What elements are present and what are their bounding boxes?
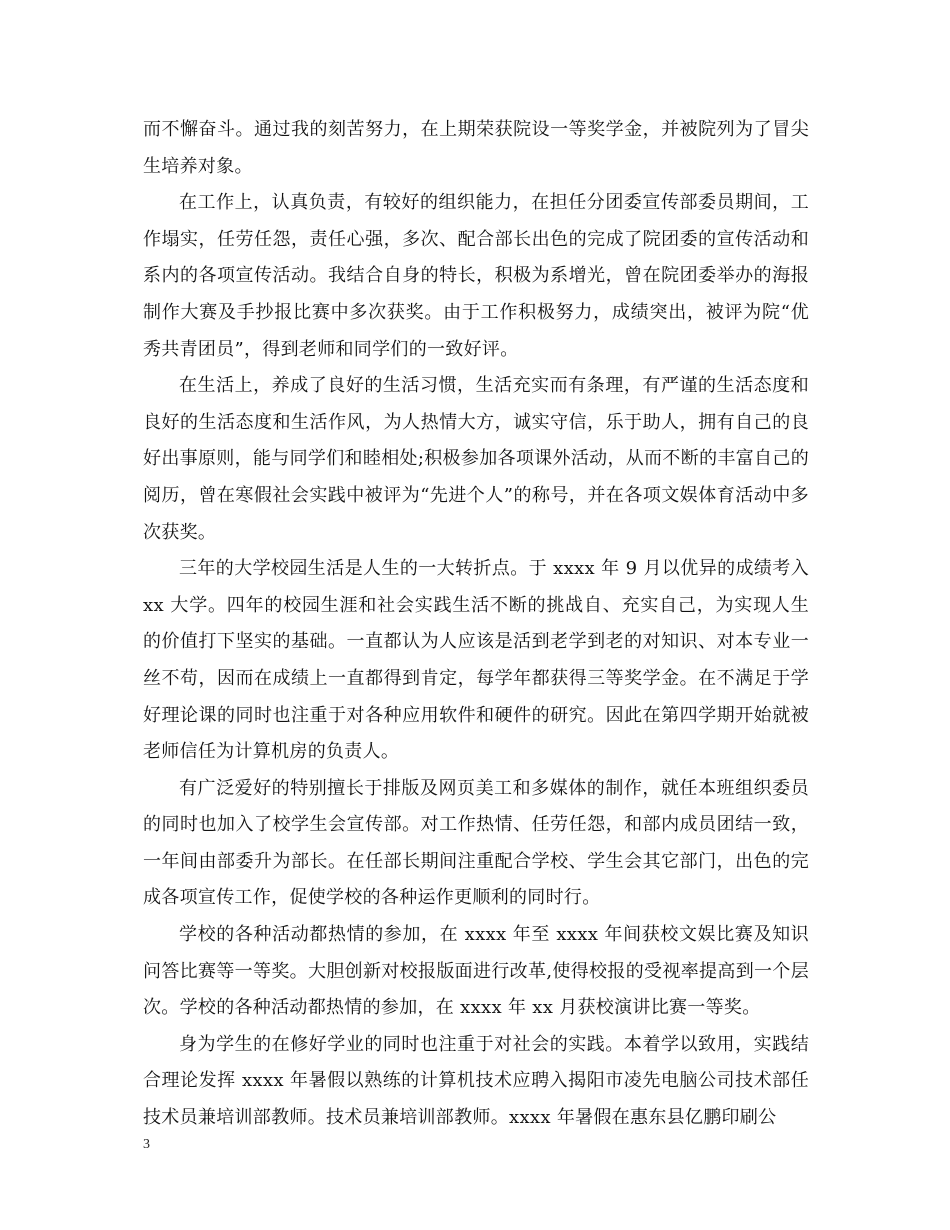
page-number: 3 bbox=[143, 1137, 150, 1152]
paragraph-work: 在工作上，认真负责，有较好的组织能力，在担任分团委宣传部委员期间，工作塌实，任劳任怨，责任心强，多次、配合部长出色的完成了院团委的宣传活动和系内的各项宣传活动。我结合自身的特长，积极为系增光，曾在院团委举办的海报制作大赛及手抄报比赛中多次获奖。由于工作积极努力，成绩突出，被评为院“优秀共青团员”，得到老师和同学们的一致好评。 bbox=[143, 192, 809, 360]
paragraph-university: 三年的大学校园生活是人生的一大转折点。于 xxxx 年 9 月以优异的成绩考入 xx 大学。四年的校园生涯和社会实践生活不断的挑战自、充实自己，为实现人生的价值打下坚实的基础。一直都认为人应该是活到老学到老的对知识、对本专业一丝不苟，因而在成绩上一直都得到肯定，每学年都获得三等奖学金。在不满足于学好理论课的同时也注重于对各种应用软件和硬件的研究。因此在第四学期开始就被老师信任为计算机房的负责人。 bbox=[143, 558, 810, 763]
document-body bbox=[143, 112, 809, 1137]
paragraph-practice: 身为学生的在修好学业的同时也注重于对社会的实践。本着学以致用，实践结合理论发挥 xxxx 年暑假以熟练的计算机技术应聘入揭阳市凌先电脑公司技术部任技术员兼培训部教师。技术员兼培训部教师。xxxx 年暑假在惠东县亿鹏印刷公 bbox=[143, 1033, 809, 1129]
paragraph-activities: 学校的各种活动都热情的参加，在 xxxx 年至 xxxx 年间获校文娱比赛及知识问答比赛等一等奖。大胆创新对校报版面进行改革,使得校报的受视率提高到一个层次。学校的各种活动都热情的参加，在 xxxx 年 xx 月获校演讲比赛一等奖。 bbox=[143, 924, 809, 1019]
paragraph-continuation: 而不懈奋斗。通过我的刻苦努力，在上期荣获院设一等奖学金，并被院列为了冒尖生培养对象。 bbox=[143, 119, 809, 177]
paragraph-life: 在生活上，养成了良好的生活习惯，生活充实而有条理，有严谨的生活态度和良好的生活态度和生活作风，为人热情大方，诚实守信，乐于助人，拥有自己的良好出事原则，能与同学们和睦相处;积极参加各项课外活动，从而不断的丰富自己的阅历，曾在寒假社会实践中被评为“先进个人”的称号，并在各项文娱体育活动中多次获奖。 bbox=[143, 375, 809, 543]
paragraph-hobbies: 有广泛爱好的特别擅长于排版及网页美工和多媒体的制作，就任本班组织委员的同时也加入了校学生会宣传部。对工作热情、任劳任怨，和部内成员团结一致，一年间由部委升为部长。在任部长期间注重配合学校、学生会其它部门，出色的完成各项宣传工作，促使学校的各种运作更顺利的同时行。 bbox=[143, 777, 809, 909]
